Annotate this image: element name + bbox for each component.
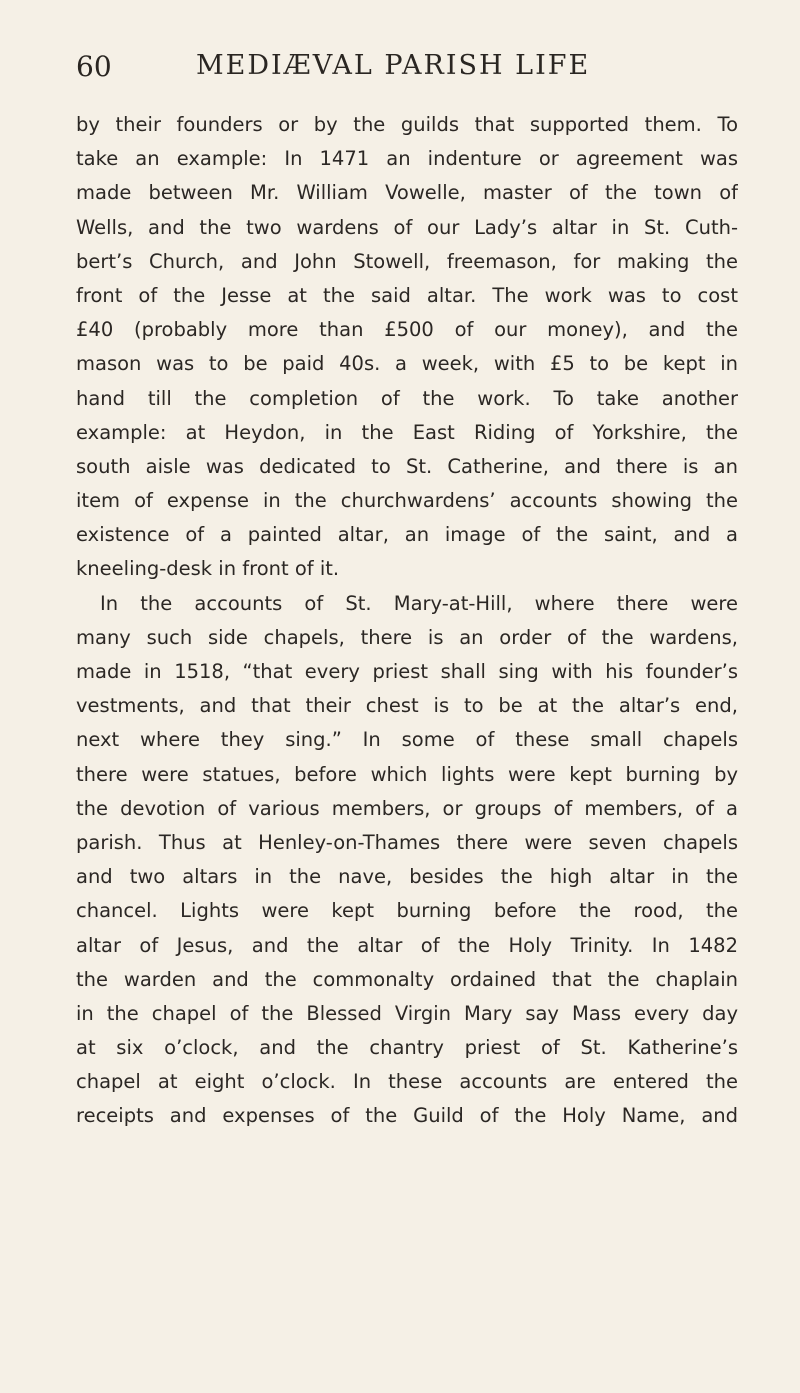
- page-number: 60: [76, 50, 112, 83]
- paragraph-start-line: In the accounts of St. Mary-at-Hill, where there were: [100, 591, 738, 615]
- text-line: hand till the completion of the work. To take another: [76, 386, 738, 410]
- text-line: example: at Heydon, in the East Riding of Yorkshire, the: [76, 420, 738, 444]
- text-line: mason was to be paid 40s. a week, with £5 to be kept in: [76, 352, 738, 376]
- text-line: item of expense in the churchwardens’ accounts showing the: [76, 489, 738, 513]
- text-line: parish. Thus at Henley-on-Thames there were seven chapels: [76, 830, 738, 854]
- text-line: existence of a painted altar, an image of the saint, and a: [76, 523, 738, 547]
- text-line: front of the Jesse at the said altar. The work was to cost: [76, 283, 738, 307]
- text-line: receipts and expenses of the Guild of the Holy Name, and: [76, 1104, 738, 1128]
- running-title: MEDIÆVAL PARISH LIFE: [196, 50, 591, 81]
- text-line: next where they sing.” In some of these small chapels: [76, 728, 738, 752]
- text-line: made in 1518, “that every priest shall sing with his founder’s: [76, 660, 738, 683]
- text-line: the devotion of various members, or groups of members, of a: [76, 796, 738, 820]
- text-line: many such side chapels, there is an order of the wardens,: [76, 625, 738, 649]
- text-line: £40 (probably more than £500 of our money), and the: [76, 318, 738, 342]
- text-line: in the chapel of the Blessed Virgin Mary say Mass every day: [76, 1001, 738, 1025]
- running-head: [76, 50, 736, 90]
- text-line: by their founders or by the guilds that supported them. To: [76, 113, 738, 136]
- text-line: made between Mr. William Vowelle, master of the town of: [76, 181, 738, 205]
- text-line: Wells, and the two wardens of our Lady’s altar in St. Cuth-: [76, 215, 738, 239]
- text-line: the warden and the commonalty ordained that the chaplain: [76, 967, 738, 991]
- text-line: at six o’clock, and the chantry priest of St. Katherine’s: [76, 1036, 738, 1060]
- text-line: vestments, and that their chest is to be at the altar’s end,: [76, 694, 738, 718]
- text-line: south aisle was dedicated to St. Catherine, and there is an: [76, 454, 738, 478]
- text-line: and two altars in the nave, besides the high altar in the: [76, 865, 738, 889]
- text-line: kneeling-desk in front of it.: [76, 557, 340, 581]
- text-line: chapel at eight o’clock. In these accounts are entered the: [76, 1070, 738, 1094]
- text-line: there were statues, before which lights were kept burning by: [76, 762, 738, 786]
- text-line: chancel. Lights were kept burning before the rood, the: [76, 899, 738, 923]
- text-line: bert’s Church, and John Stowell, freemason, for making the: [76, 249, 738, 273]
- text-line: take an example: In 1471 an indenture or agreement was: [76, 147, 738, 171]
- body-text: [76, 108, 738, 1134]
- text-line: altar of Jesus, and the altar of the Holy Trinity. In 1482: [76, 933, 738, 957]
